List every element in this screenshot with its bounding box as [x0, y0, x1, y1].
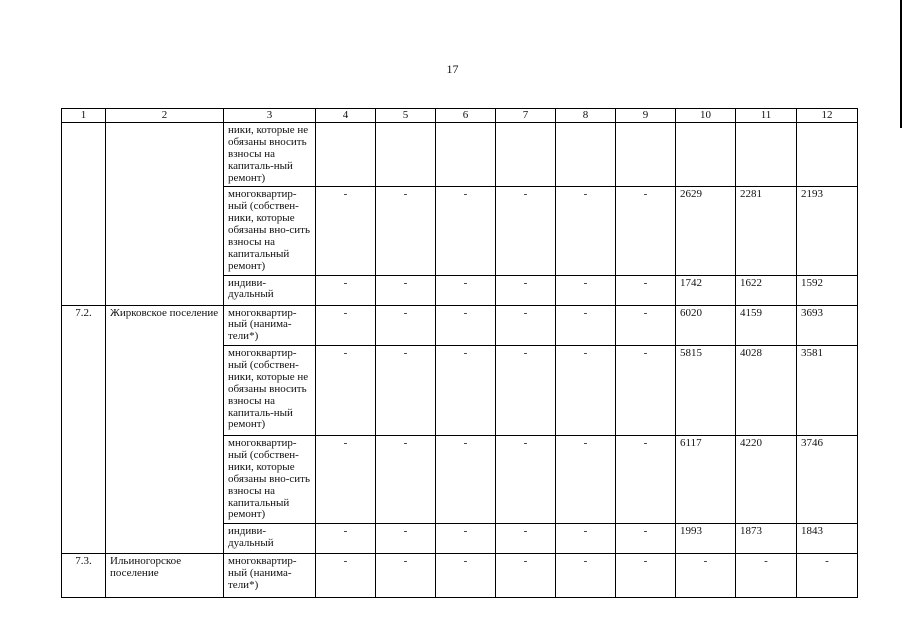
column-number-row: [62, 109, 858, 123]
value-cell-col-7: -: [496, 275, 556, 305]
value-cell-col-12: 2193: [797, 187, 858, 275]
value-cell-col-10: 5815: [676, 346, 736, 436]
value-cell-col-11: 4220: [736, 436, 797, 524]
value-cell-col-8: -: [556, 305, 616, 346]
housing-type: многоквартир-ный (собствен-ники, которые обязаны вно-сить взносы на капитальный ремонт): [224, 187, 316, 275]
value-cell-col-6: -: [436, 187, 496, 275]
value-cell-col-4: -: [316, 305, 376, 346]
value-cell-col-4: [316, 123, 376, 187]
column-header-12: 12: [797, 109, 858, 123]
value-cell-col-10: 1742: [676, 275, 736, 305]
value-cell-col-4: -: [316, 187, 376, 275]
value-cell-col-11: [736, 123, 797, 187]
value-cell-col-12: 1592: [797, 275, 858, 305]
value-cell-col-12: 3581: [797, 346, 858, 436]
value-cell-col-11: -: [736, 554, 797, 598]
value-cell-col-4: -: [316, 554, 376, 598]
value-cell-col-5: -: [376, 305, 436, 346]
page-number: 17: [446, 62, 459, 76]
value-cell-col-10: 1993: [676, 524, 736, 554]
value-cell-col-7: -: [496, 187, 556, 275]
value-cell-col-9: -: [616, 187, 676, 275]
page-edge-line: [900, 0, 902, 128]
value-cell-col-5: -: [376, 524, 436, 554]
value-cell-col-6: -: [436, 305, 496, 346]
value-cell-col-5: [376, 123, 436, 187]
value-cell-col-5: -: [376, 187, 436, 275]
value-cell-col-11: 1622: [736, 275, 797, 305]
housing-type: многоквартир-ный (собствен-ники, которые обязаны вно-сить взносы на капитальный ремонт): [224, 436, 316, 524]
value-cell-col-12: 3746: [797, 436, 858, 524]
column-header-11: 11: [736, 109, 797, 123]
value-cell-col-6: [436, 123, 496, 187]
value-cell-col-11: 1873: [736, 524, 797, 554]
column-header-9: 9: [616, 109, 676, 123]
housing-type: многоквартир-ный (нанима-тели*): [224, 554, 316, 598]
value-cell-col-7: -: [496, 524, 556, 554]
value-cell-col-8: -: [556, 275, 616, 305]
value-cell-col-11: 4159: [736, 305, 797, 346]
table-row: [62, 123, 858, 187]
value-cell-col-6: -: [436, 524, 496, 554]
value-cell-col-8: -: [556, 346, 616, 436]
value-cell-col-4: -: [316, 436, 376, 524]
housing-type: индиви-дуальный: [224, 524, 316, 554]
value-cell-col-9: -: [616, 305, 676, 346]
value-cell-col-4: -: [316, 275, 376, 305]
value-cell-col-9: [616, 123, 676, 187]
column-header-8: 8: [556, 109, 616, 123]
value-cell-col-10: 6117: [676, 436, 736, 524]
value-cell-col-7: -: [496, 346, 556, 436]
value-cell-col-10: 6020: [676, 305, 736, 346]
value-cell-col-7: [496, 123, 556, 187]
housing-type: индиви-дуальный: [224, 275, 316, 305]
value-cell-col-7: -: [496, 305, 556, 346]
settlement-name: Ильиногорское поселение: [106, 554, 224, 598]
value-cell-col-6: -: [436, 436, 496, 524]
column-header-3: 3: [224, 109, 316, 123]
value-cell-col-8: -: [556, 554, 616, 598]
value-cell-col-5: -: [376, 346, 436, 436]
value-cell-col-11: 4028: [736, 346, 797, 436]
column-header-2: 2: [106, 109, 224, 123]
value-cell-col-6: -: [436, 275, 496, 305]
value-cell-col-12: 1843: [797, 524, 858, 554]
value-cell-col-12: -: [797, 554, 858, 598]
value-cell-col-5: -: [376, 436, 436, 524]
value-cell-col-7: -: [496, 554, 556, 598]
table-row: [62, 554, 858, 598]
value-cell-col-5: -: [376, 554, 436, 598]
value-cell-col-10: 2629: [676, 187, 736, 275]
value-cell-col-4: -: [316, 524, 376, 554]
column-header-7: 7: [496, 109, 556, 123]
value-cell-col-10: -: [676, 554, 736, 598]
value-cell-col-9: -: [616, 275, 676, 305]
housing-type: многоквартир-ный (собствен-ники, которые не обязаны вносить взносы на капиталь-ный ремонт): [224, 346, 316, 436]
value-cell-col-8: -: [556, 187, 616, 275]
column-header-1: 1: [62, 109, 106, 123]
value-cell-col-12: [797, 123, 858, 187]
table-row: [62, 305, 858, 346]
data-table: [61, 108, 858, 598]
housing-type: ники, которые не обязаны вносить взносы на капиталь-ный ремонт): [224, 123, 316, 187]
value-cell-col-8: -: [556, 436, 616, 524]
group-number: [62, 123, 106, 306]
value-cell-col-9: -: [616, 524, 676, 554]
value-cell-col-9: -: [616, 436, 676, 524]
column-header-5: 5: [376, 109, 436, 123]
column-header-6: 6: [436, 109, 496, 123]
value-cell-col-4: -: [316, 346, 376, 436]
housing-type: многоквартир-ный (нанима-тели*): [224, 305, 316, 346]
group-number: 7.2.: [62, 305, 106, 554]
value-cell-col-9: -: [616, 346, 676, 436]
group-number: 7.3.: [62, 554, 106, 598]
value-cell-col-8: [556, 123, 616, 187]
column-header-4: 4: [316, 109, 376, 123]
column-header-10: 10: [676, 109, 736, 123]
value-cell-col-6: -: [436, 554, 496, 598]
value-cell-col-7: -: [496, 436, 556, 524]
value-cell-col-11: 2281: [736, 187, 797, 275]
value-cell-col-6: -: [436, 346, 496, 436]
value-cell-col-9: -: [616, 554, 676, 598]
settlement-name: [106, 123, 224, 306]
settlement-name: Жирковское поселение: [106, 305, 224, 554]
value-cell-col-12: 3693: [797, 305, 858, 346]
value-cell-col-10: [676, 123, 736, 187]
value-cell-col-5: -: [376, 275, 436, 305]
value-cell-col-8: -: [556, 524, 616, 554]
